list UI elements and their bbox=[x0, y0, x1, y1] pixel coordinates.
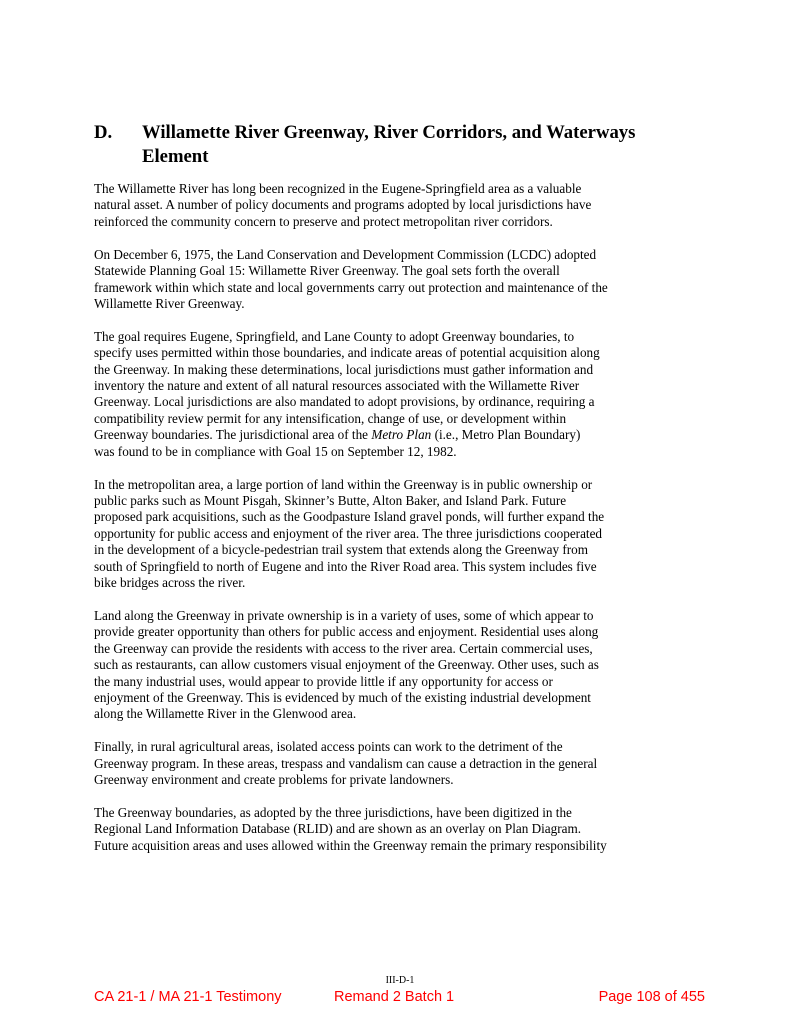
footer-page-count: Page 108 of 455 bbox=[598, 989, 705, 1005]
paragraph-goal-requirements-text-a: The goal requires Eugene, Springfield, and Lane County to adopt Greenway boundaries, to specify uses permitted within those boundaries, and indicate areas of potential acquisition along the Greenway. In making these determinations, local jurisdictions must gather information and inventory the nature and extent of all natural resources associated with the Willamette River Greenway. Local jurisdictions are also mandated to adopt provisions, by ordinance, requiring a compatibility review permit for any intensification, change of use, or development within Greenway boundaries. The jurisdictional area of the bbox=[94, 328, 600, 443]
paragraph-rural-areas: Finally, in rural agricultural areas, isolated access points can work to the detriment of the Greenway program. In these areas, trespass and vandalism can cause a detraction in the general Greenway environment and create problems for private landowners. bbox=[94, 739, 598, 788]
paragraph-intro: The Willamette River has long been recognized in the Eugene-Springfield area as a valuable natural asset. A number of policy documents and programs adopted by local jurisdictions have reinforced the community concern to preserve and protect metropolitan river corridors. bbox=[94, 181, 592, 229]
paragraph-private-ownership: Land along the Greenway in private ownership is in a variety of uses, some of which appear to provide greater opportunity than others for public access and enjoyment. Residential uses along the Greenway can provide the residents with access to the river area. Certain commercial uses, such as restaurants, can allow customers visual enjoyment of the Greenway. Other uses, such as the many industrial uses, would appear to provide little if any opportunity for access or enjoyment of the Greenway. This is evidenced by much of the existing industrial development along the Willamette River in the Glenwood area. bbox=[94, 607, 599, 722]
paragraph-goal-requirements-text-b: (i.e., Metro Plan Boundary) was found to be in compliance with Goal 15 on September 12, 1982. bbox=[94, 427, 581, 459]
paragraph-boundaries: The Greenway boundaries, as adopted by the three jurisdictions, have been digitized in the Regional Land Information Database (RLID) and are shown as an overlay on Plan Diagram. Future acquisition areas and uses allowed within the Greenway remain the primary responsibility bbox=[94, 805, 607, 853]
paragraph-lcdc-goal: On December 6, 1975, the Land Conservation and Development Commission (LCDC) adopted Statewide Planning Goal 15: Willamette River Greenway. The goal sets forth the overall framework within which state and local governments carry out protection and maintenance of the Willamette River Greenway. bbox=[94, 246, 608, 311]
paragraph-public-ownership: In the metropolitan area, a large portion of land within the Greenway is in public ownership or public parks such as Mount Pisgah, Skinner’s Butte, Alton Baker, and Island Park. Future proposed park acquisitions, such as the Goodpasture Island gravel ponds, will further expand the opportunity for public access and enjoyment of the river area. The three jurisdictions cooperated in the development of a bicycle-pedestrian trail system that extends along the Greenway from south of Springfield to north of Eugene and into the River Road area. This system includes five bike bridges across the river. bbox=[94, 476, 605, 591]
page-number: III-D-1 bbox=[385, 975, 415, 986]
section-heading bbox=[94, 121, 706, 169]
paragraph-goal-requirements bbox=[94, 329, 706, 460]
section-title: Willamette River Greenway, River Corridors, and Waterways Element bbox=[142, 122, 636, 167]
page-content bbox=[94, 121, 706, 871]
footer-testimony-label: CA 21-1 / MA 21-1 Testimony bbox=[94, 989, 282, 1005]
section-letter: D. bbox=[94, 122, 113, 143]
footer-batch-label: Remand 2 Batch 1 bbox=[334, 989, 455, 1005]
metro-plan-italic: Metro Plan bbox=[371, 427, 432, 443]
